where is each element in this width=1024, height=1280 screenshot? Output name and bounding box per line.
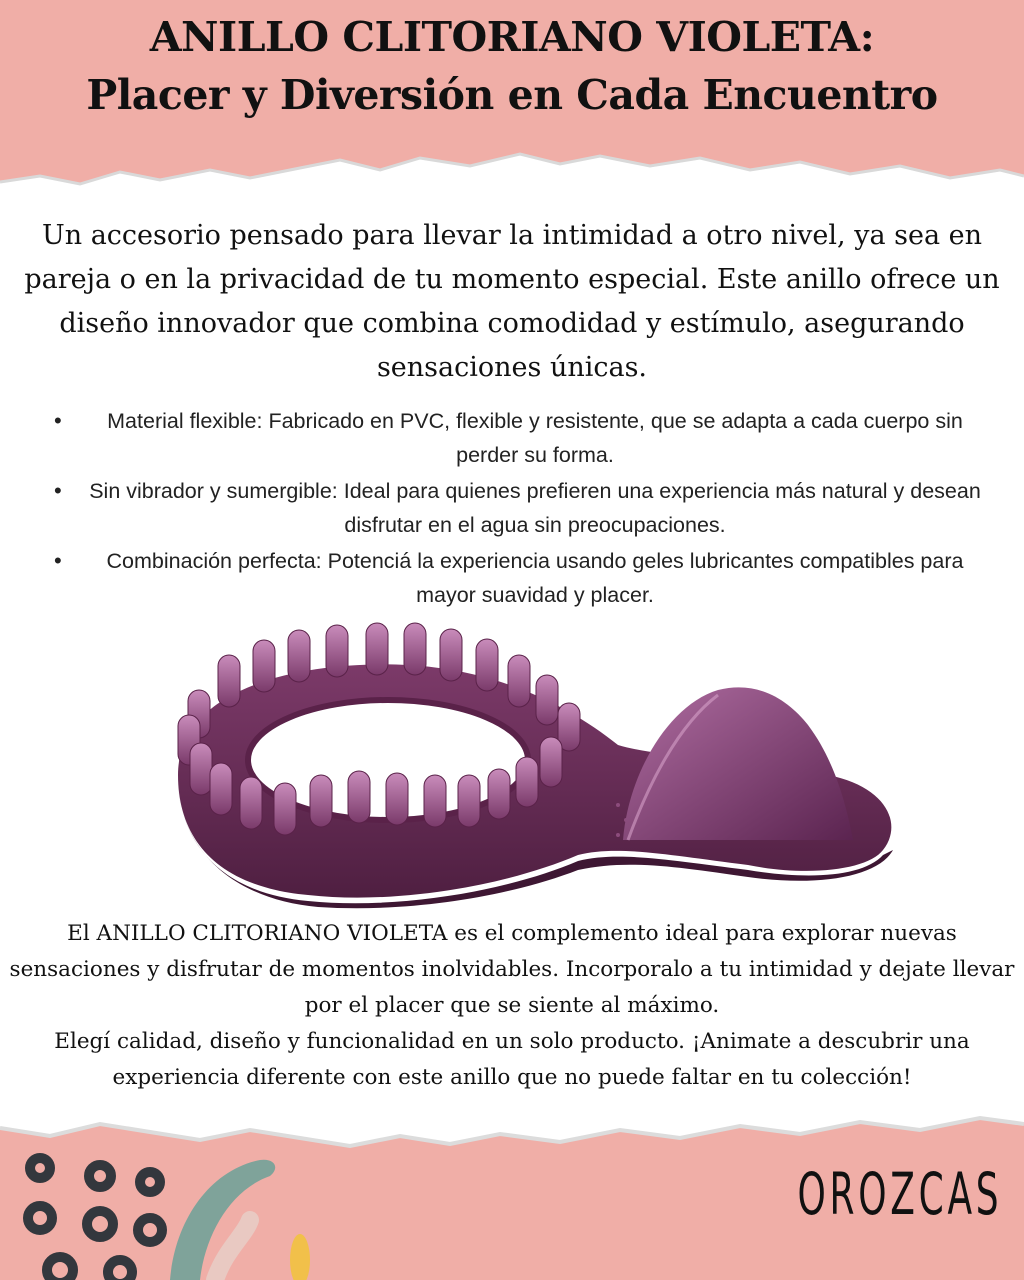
bullet-icon: •	[54, 478, 62, 503]
feature-text: Sin vibrador y sumergible: Ideal para quienes prefieren una experiencia más natural y desean disfrutar en el agua sin preocupaciones.	[89, 479, 981, 537]
closing-text-2: Elegí calidad, diseño y funcionalidad en un solo producto. ¡Animate a descubrir una experiencia diferente con este anillo que no puede faltar en tu colección!	[54, 1029, 970, 1090]
feature-text: Material flexible: Fabricado en PVC, flexible y resistente, que se adapta a cada cuerpo sin perder su forma.	[107, 409, 963, 467]
title-line-1: ANILLO CLITORIANO VIOLETA:	[149, 13, 875, 61]
page-title	[0, 8, 1024, 124]
list-item	[40, 544, 990, 612]
bullet-icon: •	[54, 548, 62, 573]
list-item	[40, 404, 990, 472]
abstract-shapes-decoration	[0, 1140, 330, 1280]
title-line-2: Placer y Diversión en Cada Encuentro	[86, 71, 938, 119]
torn-paper-edge-top	[0, 140, 1024, 190]
list-item	[40, 474, 990, 542]
brand-logo: OROZCAS	[797, 1160, 1002, 1228]
feature-text: Combinación perfecta: Potenciá la experiencia usando geles lubricantes compatibles para mayor suavidad y placer.	[106, 549, 964, 607]
intro-paragraph: Un accesorio pensado para llevar la intimidad a otro nivel, ya sea en pareja o en la privacidad de tu momento especial. Este anillo ofrece un diseño innovador que combina comodidad y estímulo, asegurando sensaciones únicas.	[24, 220, 1000, 383]
ring-product-image	[148, 615, 903, 915]
bullet-icon: •	[54, 408, 62, 433]
closing-text-1: El ANILLO CLITORIANO VIOLETA es el complemento ideal para explorar nuevas sensaciones y disfrutar de momentos inolvidables. Incorporalo a tu intimidad y dejate llevar por el placer que se siente al máximo.	[9, 921, 1015, 1018]
feature-list	[40, 404, 990, 614]
closing-paragraph	[8, 916, 1016, 1096]
